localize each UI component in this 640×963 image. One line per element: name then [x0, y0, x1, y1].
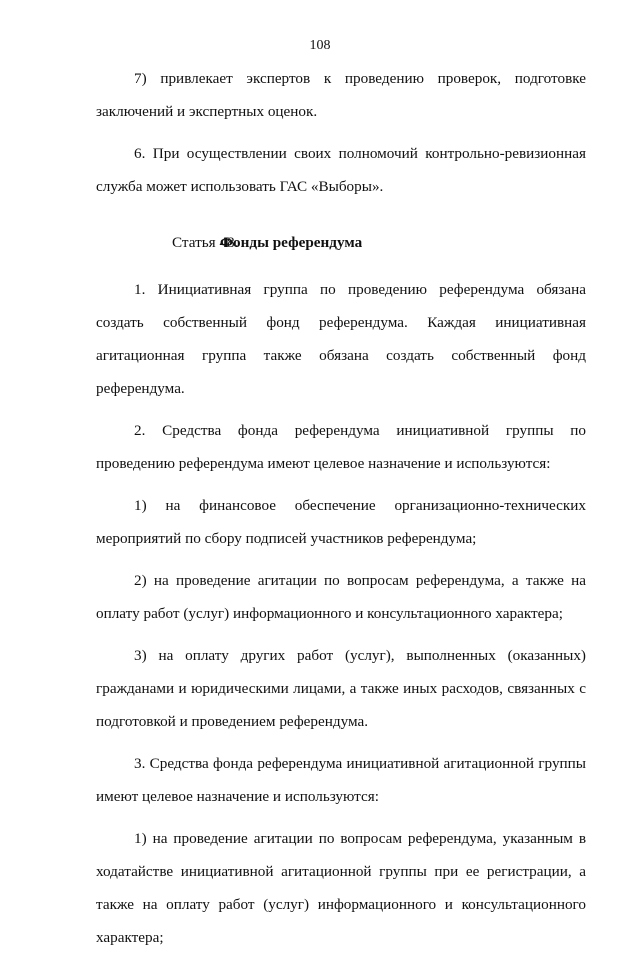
paragraph-part-1: 1. Инициативная группа по проведению референдума обязана создать собственный фонд референдума. Каждая инициативная агитационная группа также обязана создать собственный фонд референдума.: [96, 281, 586, 397]
article-heading: [96, 226, 586, 259]
paragraph-part-6: 6. При осуществлении своих полномочий контрольно-ревизионная служба может использовать ГАС «Выборы».: [96, 145, 586, 195]
paragraph-part-3-item-1: 1) на проведение агитации по вопросам референдума, указанным в ходатайстве инициативной агитационной группы при ее регистрации, а также на оплату работ (услуг) информационного и консультационного характера;: [96, 830, 586, 946]
article-title: Фонды референдума: [220, 234, 363, 251]
document-body: [96, 62, 586, 963]
paragraph-item-7: 7) привлекает экспертов к проведению проверок, подготовке заключений и экспертных оценок.: [96, 70, 586, 120]
paragraph-part-2-item-2: 2) на проведение агитации по вопросам референдума, а также на оплату работ (услуг) информационного и консультационного характера;: [96, 572, 586, 622]
page-number: 108: [309, 38, 331, 53]
paragraph-part-3: 3. Средства фонда референдума инициативной агитационной группы имеют целевое назначение и используются:: [96, 755, 586, 805]
paragraph-part-2: 2. Средства фонда референдума инициативной группы по проведению референдума имеют целевое назначение и используются:: [96, 422, 586, 472]
paragraph-part-2-item-3: 3) на оплату других работ (услуг), выполненных (оказанных) гражданами и юридическими лицами, а также иных расходов, связанных с подготовкой и проведением референдума.: [96, 647, 586, 730]
paragraph-part-2-item-1: 1) на финансовое обеспечение организационно-технических мероприятий по сбору подписей участников референдума;: [96, 497, 586, 547]
article-number: Статья 48.: [172, 234, 239, 251]
